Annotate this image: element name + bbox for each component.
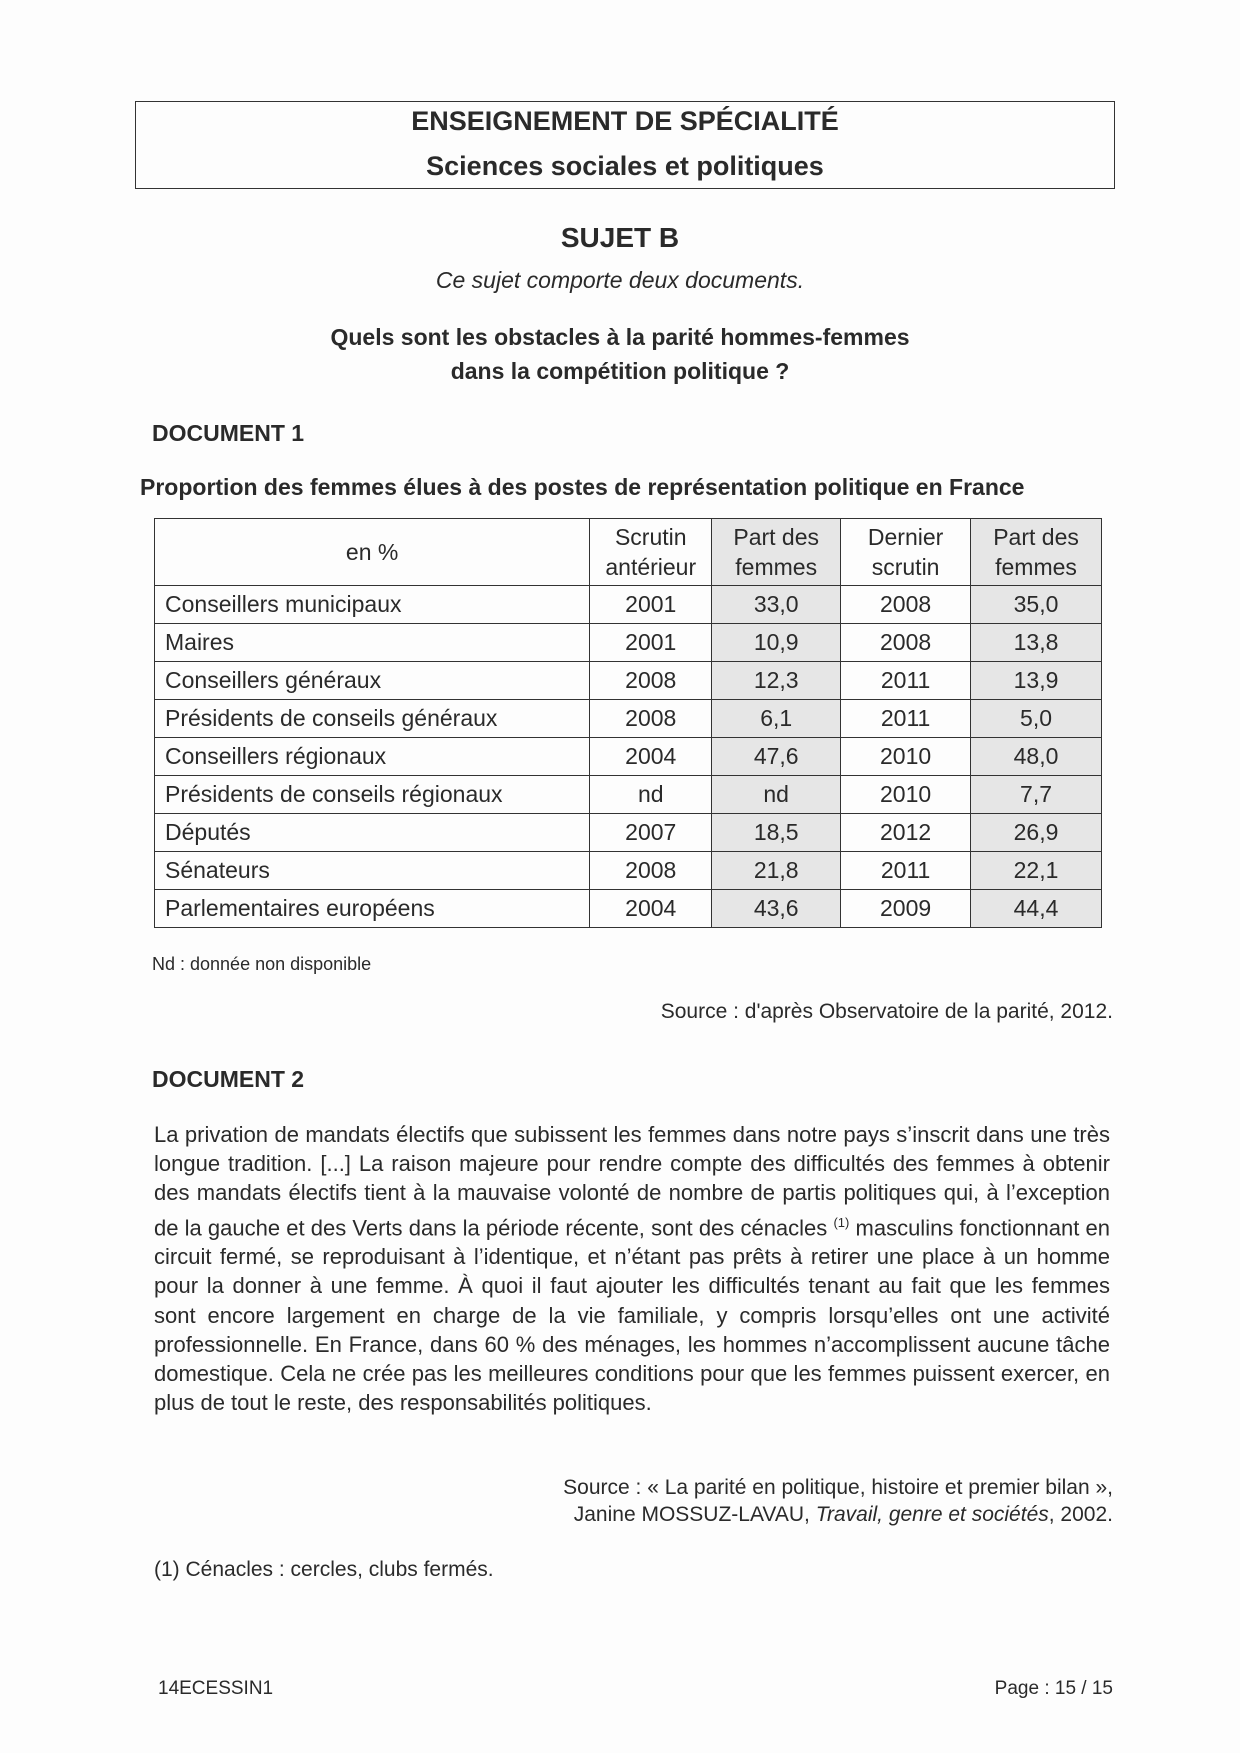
source-author: Janine MOSSUZ-LAVAU, <box>573 1503 816 1526</box>
col-header: Scrutin antérieur <box>590 519 712 586</box>
doc2-heading: DOCUMENT 2 <box>152 1066 305 1092</box>
prev-year: 2004 <box>590 738 712 776</box>
table-row <box>155 776 1102 814</box>
footer-page: Page : 15 / 15 <box>994 1678 1113 1699</box>
table-row <box>155 738 1102 776</box>
prev-year: 2008 <box>590 852 712 890</box>
last-year: 2008 <box>841 586 971 624</box>
row-label: Parlementaires européens <box>155 890 590 928</box>
prev-share: 47,6 <box>712 738 841 776</box>
last-share: 7,7 <box>971 776 1102 814</box>
subject-title: SUJET B <box>560 222 680 253</box>
prev-year: 2008 <box>590 700 712 738</box>
col-header: Part des femmes <box>712 519 841 586</box>
prev-share: 33,0 <box>712 586 841 624</box>
prev-share: 43,6 <box>712 890 841 928</box>
last-year: 2011 <box>841 700 971 738</box>
row-label: Députés <box>155 814 590 852</box>
footer-code: 14ECESSIN1 <box>158 1678 274 1699</box>
last-share: 13,9 <box>971 662 1102 700</box>
text-part: masculins fonctionnant en circuit fermé, se reproduisant à l’identique, et n’étant pas prêts à retirer une place à un homme pour la donner à une femme. À quoi il faut ajouter les difficultés tenant au fait que les femmes sont encore largement en charge de la vie familiale, y compris lorsqu’elles ont une activité professionnelle. En France, dans 60 % des ménages, les hommes n’accomplissent aucune tâche domestique. Cela ne crée pas les meilleures conditions pour que les femmes puissent exercer, en plus de tout le reste, des responsabilités politiques. <box>154 1214 1110 1416</box>
table-title: Proportion des femmes élues à des postes de représentation politique en France <box>140 474 1025 500</box>
col-header: en % <box>155 519 590 586</box>
question-line-1: Quels sont les obstacles à la parité hommes-femmes <box>330 324 910 350</box>
prev-share: 6,1 <box>712 700 841 738</box>
prev-share: 18,5 <box>712 814 841 852</box>
last-year: 2009 <box>841 890 971 928</box>
row-label: Maires <box>155 624 590 662</box>
row-label: Conseillers municipaux <box>155 586 590 624</box>
prev-share: nd <box>712 776 841 814</box>
doc2-source-line1: Source : « La parité en politique, histoire et premier bilan », <box>563 1476 1113 1499</box>
row-label: Présidents de conseils généraux <box>155 700 590 738</box>
footnote: (1) Cénacles : cercles, clubs fermés. <box>154 1558 494 1581</box>
doc1-heading: DOCUMENT 1 <box>152 420 305 446</box>
table-row <box>155 700 1102 738</box>
prev-share: 10,9 <box>712 624 841 662</box>
prev-year: 2001 <box>590 586 712 624</box>
last-share: 35,0 <box>971 586 1102 624</box>
doc2-source-line2 <box>574 1503 1113 1527</box>
row-label: Sénateurs <box>155 852 590 890</box>
last-year: 2010 <box>841 776 971 814</box>
source-journal: Travail, genre et sociétés <box>815 1503 1049 1526</box>
row-label: Conseillers régionaux <box>155 738 590 776</box>
last-year: 2011 <box>841 662 971 700</box>
col-header: Part des femmes <box>971 519 1102 586</box>
table-header-row <box>155 519 1102 586</box>
prev-share: 21,8 <box>712 852 841 890</box>
col-header: Dernier scrutin <box>841 519 971 586</box>
header-title: ENSEIGNEMENT DE SPÉCIALITÉ <box>411 106 839 136</box>
row-label: Conseillers généraux <box>155 662 590 700</box>
prev-year: 2008 <box>590 662 712 700</box>
last-year: 2008 <box>841 624 971 662</box>
data-table <box>154 518 1102 928</box>
prev-year: 2004 <box>590 890 712 928</box>
header-box <box>135 101 1115 189</box>
last-share: 48,0 <box>971 738 1102 776</box>
last-share: 13,8 <box>971 624 1102 662</box>
prev-share: 12,3 <box>712 662 841 700</box>
table-row <box>155 662 1102 700</box>
last-share: 26,9 <box>971 814 1102 852</box>
last-year: 2012 <box>841 814 971 852</box>
table-row <box>155 814 1102 852</box>
footnote-ref: (1) <box>833 1214 850 1230</box>
table-note: Nd : donnée non disponible <box>152 954 372 974</box>
subject-note: Ce sujet comporte deux documents. <box>435 267 805 293</box>
doc1-source: Source : d'après Observatoire de la parité, 2012. <box>660 1000 1113 1023</box>
header-subtitle: Sciences sociales et politiques <box>426 151 824 181</box>
last-year: 2011 <box>841 852 971 890</box>
question-line-2: dans la compétition politique ? <box>450 358 790 384</box>
last-share: 5,0 <box>971 700 1102 738</box>
text-part: La privation de mandats électifs que subissent les femmes dans notre pays s’inscrit dans une très longue tradition. [...] La raison majeure pour rendre compte des difficultés des femmes à obtenir des mandats électifs tient à la mauvaise volonté de nombre de partis politiques qui, à l’exception de la gauche et des Verts dans la période récente, sont des cénacles <box>154 1122 1110 1240</box>
row-label: Présidents de conseils régionaux <box>155 776 590 814</box>
table-row <box>155 586 1102 624</box>
doc2-text <box>154 1120 1110 1417</box>
last-share: 22,1 <box>971 852 1102 890</box>
table-row <box>155 624 1102 662</box>
prev-year: nd <box>590 776 712 814</box>
last-year: 2010 <box>841 738 971 776</box>
source-year: , 2002. <box>1048 1503 1113 1526</box>
prev-year: 2007 <box>590 814 712 852</box>
table-row <box>155 852 1102 890</box>
table-row <box>155 890 1102 928</box>
last-share: 44,4 <box>971 890 1102 928</box>
prev-year: 2001 <box>590 624 712 662</box>
